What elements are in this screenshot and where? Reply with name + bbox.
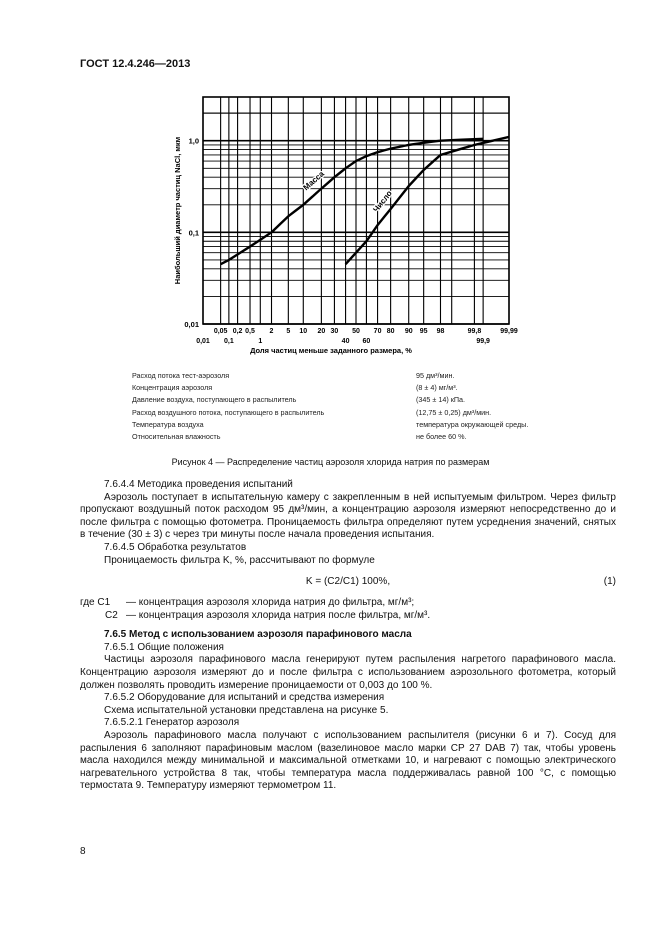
- x-tick-label: 40: [341, 338, 350, 345]
- chart-curves: [221, 137, 509, 264]
- y-tick-label: 0,01: [184, 320, 199, 329]
- parameter-label: Концентрация аэрозоля: [132, 383, 213, 393]
- x-tick-label: 0,2: [232, 328, 243, 335]
- paragraph: Аэрозоль парафинового масла получают с использованием распылителя (рисунки 6 и 7). Сосуд для распыления 6 заполняют парафиновым маслом (вазелиновое масло марки CP 27 DAB 7) так, чтобы уровень масла находился между минимальной и максимальной отметками 10, и нагревают с помощью электрического нагревательного устройства 8 так, чтобы температура масла поддерживалась равной 100 °С, с помощью термостата 9. Температуру измеряют термометром 11.: [80, 729, 616, 792]
- paragraph: Схема испытательной установки представлена на рисунке 5.: [104, 704, 389, 716]
- section-heading: 7.6.5.2.1 Генератор аэрозоля: [104, 717, 240, 729]
- parameter-label: Давление воздуха, поступающего в распылитель: [132, 395, 297, 405]
- where-text: — концентрация аэрозоля хлорида натрия до фильтра, мг/м³;: [126, 597, 415, 609]
- x-tick-label: 70: [373, 328, 382, 335]
- parameter-row: [132, 371, 592, 383]
- parameter-value: (12,75 ± 0,25) дм³/мин.: [416, 407, 492, 417]
- section-heading: 7.6.5.1 Общие положения: [104, 641, 224, 653]
- y-tick-label: 1,0: [188, 136, 199, 146]
- x-tick-label: 99,9: [476, 338, 490, 345]
- parameter-label: Относительная влажность: [132, 431, 221, 441]
- parameter-value: (8 ± 4) мг/м³.: [416, 383, 458, 393]
- x-tick-label: 98: [436, 328, 445, 335]
- document-header: ГОСТ 12.4.246—2013: [80, 58, 191, 70]
- x-tick-label: 0,1: [224, 338, 234, 345]
- formula-number: (1): [603, 576, 616, 588]
- formula: K = (C2/C1) 100%,: [305, 576, 391, 588]
- x-tick-label: 0,05: [213, 328, 228, 335]
- x-tick-label: 60: [362, 338, 371, 345]
- parameter-value: (345 ± 14) кПа.: [416, 395, 466, 405]
- x-tick-label: 95: [419, 328, 428, 335]
- section-heading: 7.6.4.4 Методика проведения испытаний: [104, 479, 293, 490]
- series-label: Число: [371, 188, 394, 214]
- page-number: 8: [80, 846, 86, 857]
- where-symbol: C2: [105, 610, 118, 622]
- where-line-1: [80, 597, 616, 610]
- x-axis-label: Доля частиц меньше заданного размера, %: [250, 346, 412, 355]
- body-text: [80, 479, 616, 793]
- section-heading: 7.6.5.2 Оборудование для испытаний и средства измерения: [104, 692, 385, 704]
- section-heading: 7.6.4.5 Обработка результатов: [104, 541, 247, 553]
- x-tick-label: 50: [352, 328, 360, 335]
- x-tick-label: 0,5: [245, 328, 255, 335]
- parameter-value: не более 60 %.: [416, 431, 467, 441]
- parameter-label: Расход воздушного потока, поступающего в распылитель: [132, 407, 325, 417]
- parameter-value: температура окружающей среды.: [416, 419, 529, 429]
- y-axis-label: Наибольший диаметр частиц NaCl, мкм: [173, 136, 182, 285]
- paragraph: Проницаемость фильтра K, %, рассчитывают по формуле: [104, 554, 375, 566]
- y-tick-label: 0,1: [188, 228, 199, 238]
- chart-grid: [203, 97, 509, 324]
- x-tick-label: 1: [258, 338, 263, 345]
- where-text: — концентрация аэрозоля хлорида натрия после фильтра, мг/м³.: [126, 610, 431, 622]
- parameter-row: [132, 408, 592, 420]
- x-tick-label: 90: [404, 328, 413, 335]
- parameter-label: Температура воздуха: [132, 419, 204, 429]
- paragraph: Аэрозоль поступает в испытательную камеру с закрепленным в ней испытуемым фильтром. Через фильтр пропускают воздушный поток расходом 95 дм³/мин, а концентрацию аэрозоля измеряют непосредственно до и после фильтра с помощью фотометра. Проницаемость фильтра определяют путем усреднения значений, снятых в течение (30 ± 3) с через три минуты после начала проведения испытания.: [80, 491, 616, 541]
- test-parameters: [132, 371, 592, 444]
- x-tick-label: 0,01: [196, 338, 210, 345]
- x-tick-label: 80: [386, 328, 395, 335]
- particle-distribution-chart: [0, 0, 661, 370]
- x-tick-label: 5: [286, 328, 291, 335]
- paragraph: Частицы аэрозоля парафинового масла генерируют путем распыления нагретого парафинового масла. Концентрацию аэрозоля измеряют до и после фильтра с использованием аэрозольного фотометра, который должен позволять проводить измерение проницаемости от 0,003 до 100 %.: [80, 654, 616, 691]
- parameter-row: [132, 432, 592, 444]
- where-line-2: [80, 610, 616, 623]
- section-heading: 7.6.5 Метод с использованием аэрозоля парафинового масла: [104, 629, 412, 641]
- figure-caption: Рисунок 4 — Распределение частиц аэрозоля хлорида натрия по размерам: [171, 457, 490, 467]
- where-symbol: где C1: [80, 597, 111, 609]
- series-label: Масса: [301, 169, 326, 193]
- x-tick-label: 99,99: [500, 328, 518, 335]
- x-tick-label: 30: [330, 328, 339, 335]
- parameter-value: 95 дм³/мин.: [416, 371, 455, 380]
- parameter-row: [132, 420, 592, 432]
- x-tick-label: 20: [317, 328, 326, 335]
- parameter-row: [132, 395, 592, 407]
- formula-block: [80, 567, 616, 597]
- x-tick-label: 99,8: [467, 328, 482, 335]
- parameter-label: Расход потока тест-аэрозоля: [132, 371, 230, 380]
- parameter-row: [132, 383, 592, 395]
- x-tick-label: 10: [299, 328, 308, 335]
- x-tick-label: 2: [269, 328, 274, 335]
